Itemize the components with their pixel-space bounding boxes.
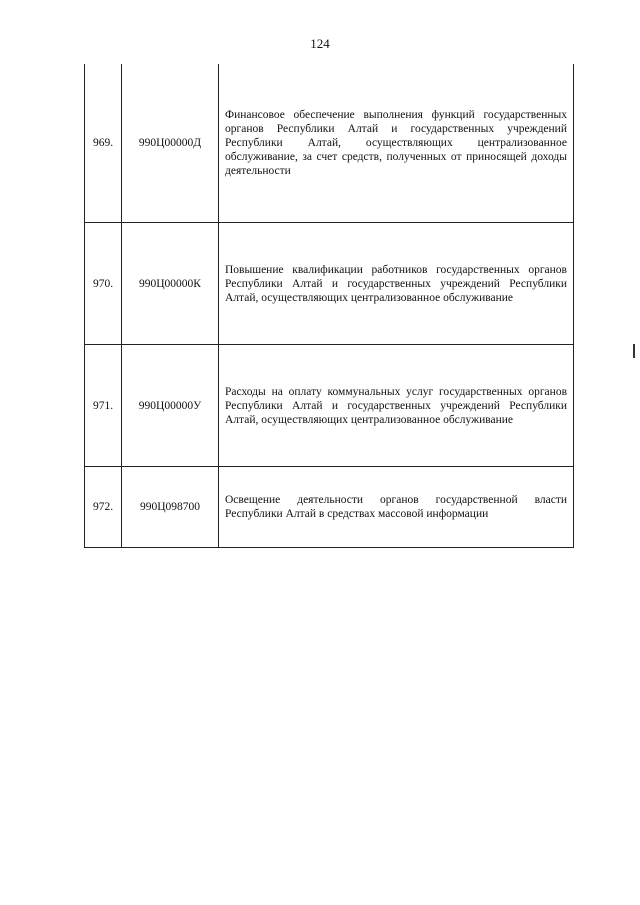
classification-code: 990Ц00000У [122,345,219,467]
classification-code: 990Ц00000К [122,223,219,345]
budget-code-table [84,64,574,548]
page-number: 124 [310,36,330,51]
expense-description: Повышение квалификации работников государственных органов Республики Алтай и государственных учреждений Республики Алтай, осуществляющих централизованное обслуживание [219,223,574,345]
table-row [85,223,574,345]
classification-code: 990Ц098700 [122,467,219,548]
classification-code: 990Ц00000Д [122,64,219,223]
scan-edge-mark [633,344,635,358]
row-number: 972. [85,467,122,548]
expense-description: Расходы на оплату коммунальных услуг государственных органов Республики Алтай и государственных учреждений Республики Алтай, осуществляющих централизованное обслуживание [219,345,574,467]
row-number: 971. [85,345,122,467]
table-row [85,467,574,548]
row-number: 970. [85,223,122,345]
table-row [85,345,574,467]
expense-description: Освещение деятельности органов государственной власти Республики Алтай в средствах массовой информации [219,467,574,548]
table-row [85,64,574,223]
expense-description: Финансовое обеспечение выполнения функций государственных органов Республики Алтай и государственных учреждений Республики Алтай, осуществляющих централизованное обслуживание, за счет средств, полученных от приносящей доходы деятельности [219,64,574,223]
row-number: 969. [85,64,122,223]
